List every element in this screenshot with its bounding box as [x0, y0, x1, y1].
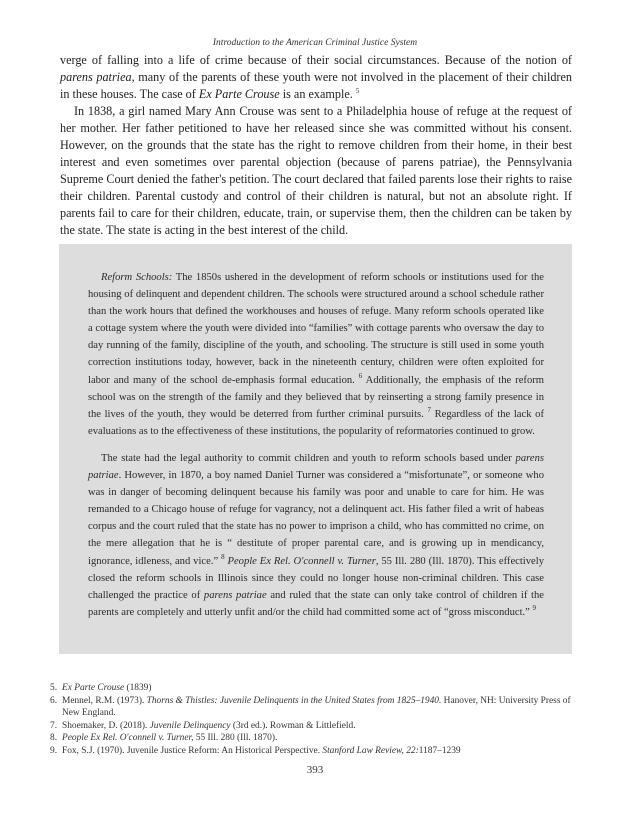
footnote: 6. Mennel, R.M. (1973). Thorns & Thistles: Juvenile Delinquents in the United States from 1825–1940. Hanover, NH: University Press of New England. [50, 695, 571, 719]
footnote-ref[interactable]: 6 [358, 371, 363, 380]
footnote-ref[interactable]: 7 [427, 405, 431, 414]
footnote: 5. Ex Parte Crouse (1839) [50, 683, 152, 693]
footnotes [50, 682, 580, 758]
body-text [60, 52, 572, 239]
page-number: 393 [306, 764, 324, 776]
footnote: 8. People Ex Rel. O'connell v. Turner, 55 Ill. 280 (Ill. 1870). [50, 733, 278, 744]
box-paragraph: The state had the legal authority to commit children and youth to reform schools based under parens patriae. However, in 1870, a boy named Daniel Turner was considered a “misfortunate”, or someone who was in danger of becoming delinquent because his family was poor and unable to care for him. He was remanded to a Chicago house of refuge for vagrancy, not a delinquent act. His father filed a writ of habeas corpus and the court ruled that the state has no power to imprison a child, who has committed no crime, on the mere allegation that he is “ destitute of proper parental care, and is growing up in mendicancy, ignorance, idleness, and vice.” $^8$ People Ex Rel. O'connell v. Turner, 55 Ill. 280 (Ill. 1870). This effectively closed the reform schools in Illinois since they could no longer house non-criminal children. This case challenged the practice of parens patriae and ruled that the state can only take control of children if the parents are completely and utterly unfit and/or the child had committed some act of “gross misconduct.” $^9$ [88, 452, 544, 618]
footnote: 7. Shoemaker, D. (2018). Juvenile Delinquency (3rd ed.). Rowman & Littlefield. [50, 720, 356, 731]
footnote-ref[interactable]: 9 [532, 603, 537, 612]
footnote-ref[interactable]: 8 [221, 552, 225, 561]
box-label: Reform Schools: [101, 272, 173, 283]
footnote-ref[interactable]: 5 [355, 87, 360, 95]
running-header: Introduction to the American Criminal Justice System [212, 38, 418, 48]
sidebar-box [59, 244, 572, 654]
box-paragraph: Reform Schools: The 1850s ushered in the development of reform schools or institutions used for the housing of delinquent and dependent children. The schools were structured around a school schedule rather than the work hours that defined the workhouses and houses of refuge. Many reform schools operated like a cottage system where the youth were divided into “families” with cottage parents who oversaw the day to day running of the family, discipline of the youth, and schooling. The structure is still used in some youth correction institutions today, however, back in the nineteenth century, children were often exploited for labor and many of the school de-emphasis formal education. $^6$ Additionally, the emphasis of the reform school was on the strength of the family and they believed that by reinserting a strong family presence in the lives of the youth, they would be deterred from further criminal pursuits. $^7$ Regardless of the lack of evaluations as to the effectiveness of these institutions, the popularity of reformatories continued to grow. [88, 272, 545, 437]
paragraph: verge of falling into a life of crime because of their social circumstances. Because of the notion of parens patriea, many of the parents of these youth were not involved in the placement of their children in these houses. The case of Ex Parte Crouse is an example. $^5$ [60, 53, 572, 101]
footnote: 9. Fox, S.J. (1970). Juvenile Justice Reform: An Historical Perspective. Stanford Law Review, 22:1187–1239 [50, 745, 461, 756]
paragraph: In 1838, a girl named Mary Ann Crouse was sent to a Philadelphia house of refuge at the request of her mother. Her father petitioned to have her released since she was committed without his consent. However, on the grounds that the state has the right to remove children from their home, in their best interest and even sometimes over parental objection (because of parens patriae), the Pennsylvania Supreme Court denied the father's petition. The court declared that failed parents lose their rights to raise their children. Parental custody and control of their children is natural, but not an absolute right. If parents fail to care for their children, educate, train, or supervise them, then the children can be taken by the state. The state is acting in the best interest of the child. [60, 104, 572, 237]
